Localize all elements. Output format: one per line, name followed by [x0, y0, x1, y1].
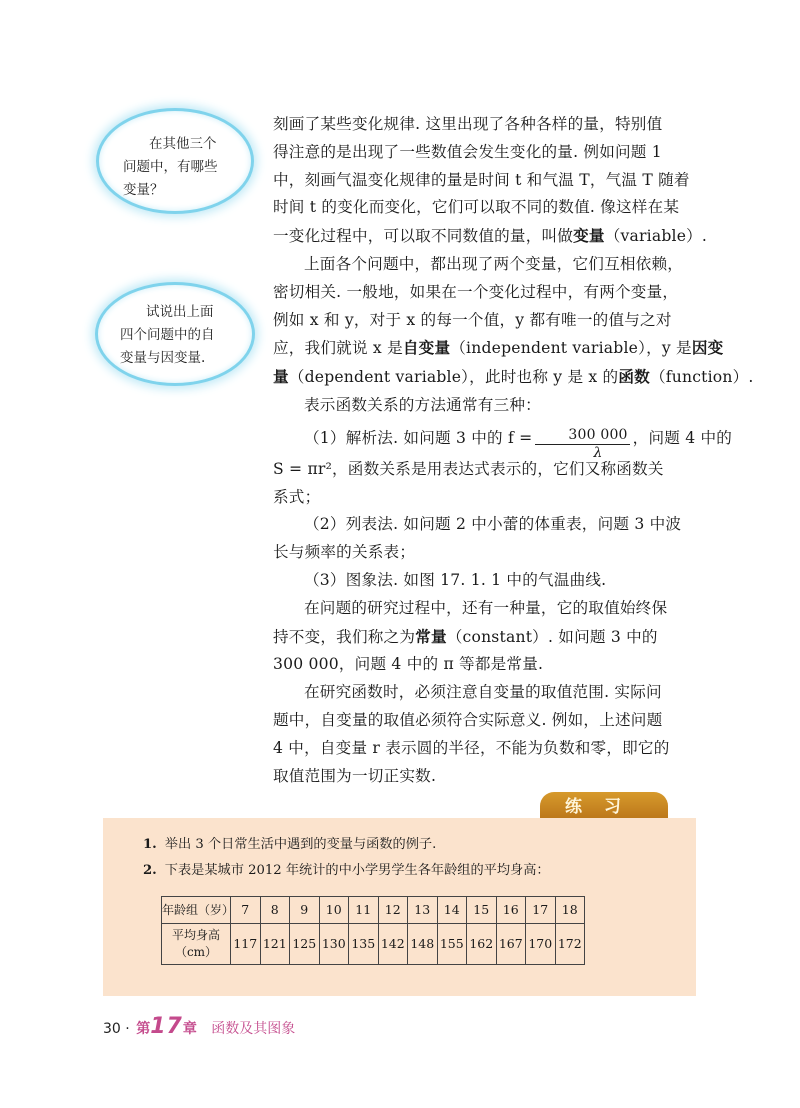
text-line: 300 000，问题 4 中的 π 等都是常量.	[273, 655, 544, 674]
age-row	[162, 897, 585, 924]
age-cell: 13	[408, 897, 438, 924]
text-line: 系式；	[273, 487, 321, 506]
margin-note-line: 问题中，有哪些	[123, 159, 218, 175]
height-cell: 155	[437, 924, 467, 965]
margin-note-line: 四个问题中的自	[120, 327, 215, 343]
height-cell: 167	[496, 924, 526, 965]
exercise-number: 1.	[143, 837, 157, 852]
paragraph-variable	[273, 111, 708, 251]
age-cell: 11	[349, 897, 379, 924]
text-run: （constant）. 如问题 3 中的	[446, 627, 658, 646]
age-cell: 16	[496, 897, 526, 924]
text-line	[273, 623, 697, 652]
methods-intro: 表示函数关系的方法通常有三种：	[304, 395, 541, 414]
height-header	[162, 924, 231, 965]
age-cell: 12	[378, 897, 408, 924]
height-header-unit: （cm）	[174, 945, 218, 959]
page-number: 30	[103, 1021, 121, 1037]
fraction-numerator: 300 000	[535, 427, 629, 445]
text-line	[273, 363, 754, 392]
text-line: 长与频率的关系表；	[273, 543, 416, 562]
term-constant: 常量	[415, 626, 447, 646]
text-line: 4 中，自变量 r 表示圆的半径，不能为负数和零，即它的	[273, 738, 670, 757]
exercise-text: 举出 3 个日常生活中遇到的变量与函数的例子.	[164, 837, 437, 852]
page-footer	[103, 1014, 295, 1039]
text-line: 在研究函数时，必须注意自变量的取值范围. 实际问	[304, 683, 662, 702]
age-cell: 9	[290, 897, 320, 924]
height-cell: 148	[408, 924, 438, 965]
height-cell: 172	[555, 924, 585, 965]
age-cell: 7	[231, 897, 261, 924]
term-independent-variable: 自变量	[402, 338, 451, 358]
exercise-text: 下表是某城市 2012 年统计的中小学男学生各年龄组的平均身高：	[164, 863, 550, 878]
text-line	[273, 334, 724, 363]
age-cell: 17	[526, 897, 556, 924]
chapter-label	[136, 1014, 197, 1039]
text-line: 密切相关. 一般地，如果在一个变化过程中，有两个变量，	[273, 282, 679, 301]
height-cell: 117	[231, 924, 261, 965]
age-cell: 15	[467, 897, 497, 924]
chapter-prefix: 第	[136, 1021, 151, 1037]
height-cell: 121	[260, 924, 290, 965]
text-run: （independent variable），y 是	[450, 339, 692, 358]
height-header-line: 平均身高	[171, 928, 220, 942]
paragraph-constant	[273, 595, 697, 679]
text-line: 题中，自变量的取值必须符合实际意义. 例如，上述问题	[273, 710, 663, 729]
exercise-item-1	[143, 832, 696, 858]
margin-note-1	[96, 108, 254, 214]
text-line: 刻画了某些变化规律. 这里出现了各种各样的量，特别值	[273, 115, 663, 133]
exercise-number: 2.	[143, 863, 157, 878]
text-run: ，问题 4 中的	[632, 428, 733, 447]
text-run: （function）.	[649, 368, 754, 387]
height-cell: 162	[467, 924, 497, 965]
exercise-title-tab: 练习	[540, 792, 668, 822]
text-run: 一变化过程中，可以取不同数值的量，叫做	[273, 227, 574, 246]
age-cell: 18	[555, 897, 585, 924]
height-cell: 170	[526, 924, 556, 965]
text-line: 上面各个问题中，都出现了两个变量，它们互相依赖，	[304, 254, 684, 273]
margin-note-2	[95, 282, 255, 386]
text-line: 例如 x 和 y，对于 x 的每一个值，y 都有唯一的值与之对	[273, 310, 672, 329]
fraction-denominator: λ	[593, 444, 603, 461]
text-run: （variable）.	[604, 227, 708, 246]
text-line: 时间 t 的变化而变化，它们可以取不同的数值. 像这样在某	[273, 198, 680, 217]
text-line	[273, 222, 708, 251]
height-cell: 142	[378, 924, 408, 965]
text-line: 在问题的研究过程中，还有一种量，它的取值始终保	[304, 598, 668, 617]
age-cell: 10	[319, 897, 349, 924]
text-line: S = πr²，函数关系是用表达式表示的，它们又称函数关	[273, 459, 664, 478]
exercise-box	[103, 818, 696, 996]
text-line: 得注意的是出现了一些数值会发生变化的量. 例如问题 1	[273, 142, 662, 161]
age-cell: 14	[437, 897, 467, 924]
exercise-item-2	[143, 858, 696, 884]
text-run: （dependent variable），此时也称 y 是 x 的	[288, 368, 619, 387]
main-text	[273, 111, 754, 790]
text-line: 取值范围为一切正实数.	[273, 766, 437, 785]
footer-dot: ·	[125, 1021, 130, 1037]
text-run: 持不变，我们称之为	[273, 627, 416, 646]
method-graph: （3）图象法. 如图 17. 1. 1 中的气温曲线.	[304, 570, 607, 589]
margin-note-line: 试说出上面	[146, 304, 214, 320]
method-analytic	[273, 420, 733, 512]
term-function: 函数	[618, 367, 650, 387]
age-header: 年龄组（岁）	[162, 897, 231, 924]
term-dependent-variable-b: 量	[273, 367, 289, 387]
paragraph-function-definition	[273, 251, 754, 392]
margin-note-line: 在其他三个	[149, 136, 217, 152]
term-variable: 变量	[573, 226, 605, 246]
height-table	[161, 896, 585, 965]
paragraph-domain	[273, 679, 697, 790]
age-cell: 8	[260, 897, 290, 924]
text-line	[273, 420, 733, 461]
chapter-number: 17	[150, 1014, 183, 1039]
method-table	[273, 511, 697, 567]
text-line: 中，刻画气温变化规律的量是时间 t 和气温 T，气温 T 随着	[273, 170, 690, 189]
height-row	[162, 924, 585, 965]
text-run: （1）解析法. 如问题 3 中的 f =	[304, 428, 533, 447]
margin-note-line: 变量？	[123, 182, 164, 198]
height-cell: 135	[349, 924, 379, 965]
text-run: 应，我们就说 x 是	[273, 339, 403, 358]
height-cell: 125	[290, 924, 320, 965]
chapter-title: 函数及其图象	[211, 1021, 296, 1037]
height-cell: 130	[319, 924, 349, 965]
text-line: （2）列表法. 如问题 2 中小蕾的体重表，问题 3 中波	[304, 515, 682, 534]
margin-note-line: 变量与因变量.	[120, 350, 206, 366]
chapter-suffix: 章	[182, 1021, 197, 1037]
term-dependent-variable-a: 因变	[691, 338, 724, 358]
